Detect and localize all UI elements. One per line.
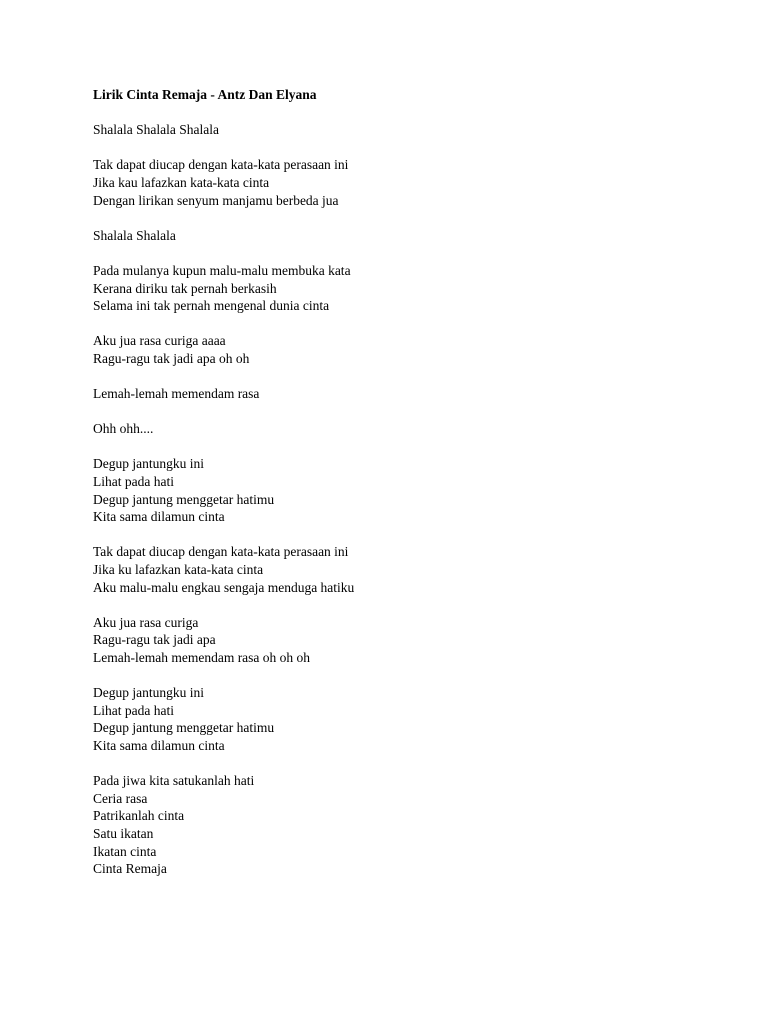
lyric-line: Lihat pada hati xyxy=(93,702,174,718)
lyric-line: Dengan lirikan senyum manjamu berbeda jua xyxy=(93,192,339,208)
lyric-line: Jika kau lafazkan kata-kata cinta xyxy=(93,174,270,190)
lyric-line: Pada mulanya kupun malu-malu membuka kata xyxy=(93,262,351,278)
document-title: Lirik Cinta Remaja - Antz Dan Elyana xyxy=(93,87,317,102)
lyric-line: Degup jantung menggetar hatimu xyxy=(93,491,275,507)
lyric-line: Shalala Shalala xyxy=(93,227,176,243)
lyric-stanza xyxy=(93,614,713,667)
lyric-line: Ragu-ragu tak jadi apa oh oh xyxy=(93,350,250,366)
lyric-line: Degup jantung menggetar hatimu xyxy=(93,720,275,736)
lyric-line: Degup jantungku ini xyxy=(93,685,204,701)
lyric-line: Jika ku lafazkan kata-kata cinta xyxy=(93,562,264,578)
lyric-line: Pada jiwa kita satukanlah hati xyxy=(93,773,255,789)
lyric-line: Degup jantungku ini xyxy=(93,456,204,472)
lyric-line: Kita sama dilamun cinta xyxy=(93,737,225,753)
lyric-line: Ceria rasa xyxy=(93,790,148,806)
lyric-line: Shalala Shalala Shalala xyxy=(93,122,219,138)
lyric-line: Patrikanlah cinta xyxy=(93,808,185,824)
lyric-stanza xyxy=(93,772,713,878)
lyric-line: Ikatan cinta xyxy=(93,843,157,859)
lyric-line: Aku jua rasa curiga xyxy=(93,614,199,630)
lyric-stanza xyxy=(93,332,713,367)
lyric-stanza xyxy=(93,455,713,525)
lyric-stanza xyxy=(93,156,713,209)
lyric-stanza xyxy=(93,385,713,403)
lyric-line: Lemah-lemah memendam rasa oh oh oh xyxy=(93,650,311,665)
lyric-line: Tak dapat diucap dengan kata-kata perasaan ini xyxy=(93,544,349,560)
lyric-line: Ohh ohh.... xyxy=(93,421,154,437)
lyrics-body xyxy=(93,121,713,878)
lyric-stanza xyxy=(93,227,713,245)
lyric-line: Lihat pada hati xyxy=(93,474,174,490)
lyric-line: Selama ini tak pernah mengenal dunia cinta xyxy=(93,298,330,314)
lyric-line: Cinta Remaja xyxy=(93,861,167,877)
lyric-stanza xyxy=(93,262,713,315)
lyric-line: Tak dapat diucap dengan kata-kata perasaan ini xyxy=(93,157,349,173)
lyrics-content xyxy=(93,86,713,895)
lyric-line: Satu ikatan xyxy=(93,825,154,841)
lyric-stanza xyxy=(93,543,713,596)
lyric-stanza xyxy=(93,121,713,139)
lyric-line: Lemah-lemah memendam rasa xyxy=(93,386,260,402)
lyric-stanza xyxy=(93,684,713,754)
lyric-line: Aku jua rasa curiga aaaa xyxy=(93,333,226,349)
lyric-stanza xyxy=(93,420,713,438)
lyric-line: Kita sama dilamun cinta xyxy=(93,509,225,525)
lyric-line: Ragu-ragu tak jadi apa xyxy=(93,632,216,648)
lyric-line: Kerana diriku tak pernah berkasih xyxy=(93,280,277,296)
lyric-line: Aku malu-malu engkau sengaja menduga hatiku xyxy=(93,579,355,595)
